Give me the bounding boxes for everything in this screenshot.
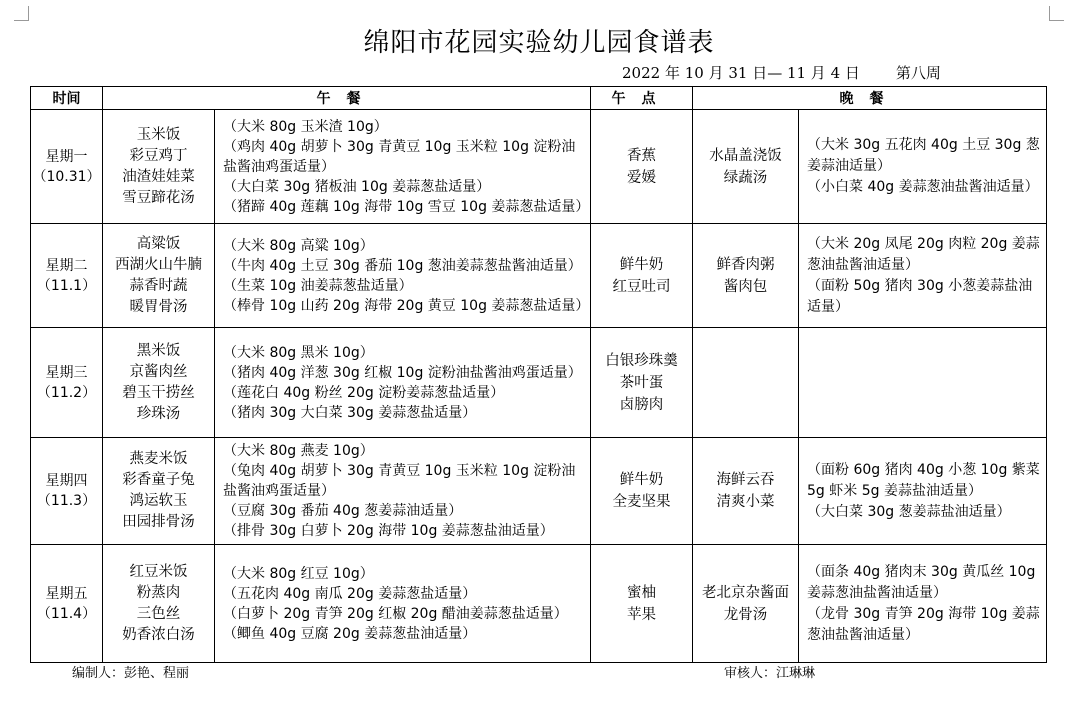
lunch-dishes-cell xyxy=(103,545,215,663)
lunch-ingredient-line: （大米 80g 红豆 10g） xyxy=(223,565,374,582)
lunch-dish: 高粱饭 xyxy=(136,235,181,252)
lunch-ingredient-line: （鸡肉 40g 胡萝卜 30g 青黄豆 10g 玉米粒 10g 淀粉油盐酱油鸡蛋适量） xyxy=(223,138,576,175)
dinner-ingredient-line: （大米 20g 凤尾 20g 肉粒 20g 姜蒜葱油盐酱油适量） xyxy=(807,235,1040,273)
dinner-ingredients-cell xyxy=(799,110,1047,224)
day-row xyxy=(31,438,1047,545)
lunch-ingredients-cell xyxy=(215,545,591,663)
lunch-dish: 彩豆鸡丁 xyxy=(129,147,188,164)
dinner-dish: 酱肉包 xyxy=(723,278,768,295)
lunch-dish: 彩香童子兔 xyxy=(122,472,195,488)
lunch-dishes-cell xyxy=(103,110,215,224)
lunch-ingredient-line: （兔肉 40g 胡萝卜 30g 青黄豆 10g 玉米粒 10g 淀粉油盐酱油鸡蛋适量） xyxy=(223,463,576,499)
dinner-ingredients-cell xyxy=(799,224,1047,328)
lunch-dish: 油渣娃娃菜 xyxy=(122,168,195,185)
lunch-ingredient-line: （大白菜 30g 猪板油 10g 姜蒜葱盐适量） xyxy=(223,178,491,195)
dinner-ingredient-line: （大米 30g 五花肉 40g 土豆 30g 葱姜蒜油适量） xyxy=(807,137,1040,174)
dinner-ingredients-cell xyxy=(799,328,1047,438)
dinner-dish: 海鲜云吞 xyxy=(716,472,775,488)
header-row xyxy=(31,87,1047,110)
lunch-ingredients-cell xyxy=(215,328,591,438)
lunch-dish: 碧玉干捞丝 xyxy=(122,384,195,401)
snack-cell xyxy=(591,110,693,224)
lunch-dish: 三色丝 xyxy=(136,605,181,622)
dinner-ingredient-line: （龙骨 30g 青笋 20g 海带 10g 姜蒜葱油盐酱油适量） xyxy=(807,605,1040,643)
dinner-ingredient-line: （小白菜 40g 姜蒜葱油盐酱油适量） xyxy=(807,179,1039,195)
snack-item: 白银珍珠羹 xyxy=(605,352,678,369)
dinner-dish: 鲜香肉粥 xyxy=(716,256,775,273)
lunch-dishes-cell xyxy=(103,224,215,328)
snack-cell xyxy=(591,328,693,438)
lunch-ingredient-line: （猪肉 30g 大白菜 30g 姜蒜葱盐适量） xyxy=(223,404,477,421)
lunch-ingredient-line: （五花肉 40g 南瓜 20g 姜蒜葱盐适量） xyxy=(223,585,477,602)
dinner-dishes-cell xyxy=(693,438,799,545)
lunch-dish: 奶香浓白汤 xyxy=(122,626,195,643)
lunch-ingredients-cell xyxy=(215,110,591,224)
lunch-dish: 田园排骨汤 xyxy=(122,514,195,530)
day-row xyxy=(31,328,1047,438)
lunch-ingredient-line: （猪蹄 40g 莲藕 10g 海带 10g 雪豆 10g 姜蒜葱盐适量） xyxy=(223,198,590,215)
snack-item: 苹果 xyxy=(627,606,656,623)
snack-cell xyxy=(591,545,693,663)
lunch-dish: 玉米饭 xyxy=(136,126,181,143)
day-row xyxy=(31,545,1047,663)
lunch-ingredient-line: （大米 80g 黑米 10g） xyxy=(223,344,374,361)
dinner-dishes-cell xyxy=(693,328,799,438)
dinner-dish: 老北京杂酱面 xyxy=(702,584,789,601)
snack-item: 红豆吐司 xyxy=(612,278,671,295)
lunch-dish: 蒜香时蔬 xyxy=(129,277,188,294)
editor-label: 编制人：彭艳、程丽 xyxy=(72,666,190,681)
lunch-ingredient-line: （大米 80g 燕麦 10g） xyxy=(223,443,374,459)
dinner-ingredient-line: （面粉 50g 猪肉 30g 小葱姜蒜盐油适量） xyxy=(807,277,1033,315)
lunch-dishes-cell xyxy=(103,438,215,545)
page-corner-mark-left xyxy=(14,6,29,21)
snack-item: 鲜牛奶 xyxy=(619,256,664,273)
lunch-ingredient-line: （莲花白 40g 粉丝 20g 淀粉姜蒜葱盐适量） xyxy=(223,384,505,401)
date-label: （11.3） xyxy=(36,493,97,509)
lunch-ingredient-line: （大米 80g 高粱 10g） xyxy=(223,237,374,254)
lunch-ingredient-line: （猪肉 40g 洋葱 30g 红椒 10g 淀粉油盐酱油鸡蛋适量） xyxy=(223,364,582,381)
dinner-ingredients-cell xyxy=(799,545,1047,663)
lunch-dish: 珍珠汤 xyxy=(136,405,181,422)
lunch-ingredient-line: （牛肉 40g 土豆 30g 番茄 10g 葱油姜蒜葱盐酱油适量） xyxy=(223,257,582,274)
dinner-dish: 龙骨汤 xyxy=(723,606,768,623)
lunch-dish: 粉蒸肉 xyxy=(136,584,181,601)
dinner-dish: 清爽小菜 xyxy=(716,494,775,510)
reviewer-label: 审核人：江琳琳 xyxy=(724,666,816,681)
lunch-ingredients-cell xyxy=(215,438,591,545)
snack-cell xyxy=(591,224,693,328)
dinner-dishes-cell xyxy=(693,545,799,663)
weekday-label: 星期二 xyxy=(45,257,88,274)
dinner-dish: 水晶盖浇饭 xyxy=(709,147,782,164)
menu-body xyxy=(31,110,1047,663)
day-cell xyxy=(31,224,103,328)
lunch-dish: 暖胃骨汤 xyxy=(129,298,188,315)
snack-item: 茶叶蛋 xyxy=(619,374,664,391)
day-cell xyxy=(31,545,103,663)
snack-item: 卤膀肉 xyxy=(619,396,664,413)
lunch-ingredient-line: （白萝卜 20g 青笋 20g 红椒 20g 醋油姜蒜葱盐适量） xyxy=(223,605,568,622)
snack-item: 鲜牛奶 xyxy=(619,472,664,488)
lunch-dish: 燕麦米饭 xyxy=(129,451,188,467)
lunch-dish: 鸿运软玉 xyxy=(129,493,188,509)
header-time: 时间 xyxy=(31,87,103,110)
lunch-ingredient-line: （排骨 30g 白萝卜 20g 海带 10g 姜蒜葱盐油适量） xyxy=(223,523,554,539)
lunch-ingredients-cell xyxy=(215,224,591,328)
weekday-label: 星期五 xyxy=(45,585,88,602)
snack-item: 爱媛 xyxy=(627,169,656,186)
day-cell xyxy=(31,110,103,224)
weekday-label: 星期一 xyxy=(45,148,88,165)
header-snack: 午点 xyxy=(591,87,693,110)
header-lunch: 午餐 xyxy=(103,87,591,110)
lunch-ingredient-line: （鲫鱼 40g 豆腐 20g 姜蒜葱盐油适量） xyxy=(223,625,477,642)
day-row xyxy=(31,110,1047,224)
date-label: （11.1） xyxy=(36,277,97,294)
lunch-ingredient-line: （大米 80g 玉米渣 10g） xyxy=(223,118,388,135)
dinner-ingredient-line: （面粉 60g 猪肉 40g 小葱 10g 紫菜 5g 虾米 5g 姜蒜盐油适量） xyxy=(807,461,1040,499)
page-corner-mark-right xyxy=(1049,6,1064,21)
lunch-ingredient-line: （棒骨 10g 山药 20g 海带 20g 黄豆 10g 姜蒜葱盐适量） xyxy=(223,297,590,314)
day-cell xyxy=(31,328,103,438)
page-title: 绵阳市花园实验幼儿园食谱表 xyxy=(363,28,715,58)
dinner-ingredient-line: （面条 40g 猪肉末 30g 黄瓜丝 10g 姜蒜葱油盐酱油适量） xyxy=(807,563,1036,601)
lunch-dish: 黑米饭 xyxy=(136,342,181,359)
dinner-dishes-cell xyxy=(693,110,799,224)
lunch-dish: 西湖火山牛腩 xyxy=(115,256,202,273)
header-dinner: 晚餐 xyxy=(693,87,1047,110)
menu-table xyxy=(30,86,1047,663)
lunch-dish: 雪豆蹄花汤 xyxy=(122,189,195,206)
snack-item: 香蕉 xyxy=(627,147,656,164)
dinner-dish: 绿蔬汤 xyxy=(723,169,768,186)
lunch-ingredient-line: （生菜 10g 油姜蒜葱盐适量） xyxy=(223,277,413,294)
lunch-dishes-cell xyxy=(103,328,215,438)
weekday-label: 星期四 xyxy=(45,473,88,489)
dinner-ingredient-line: （大白菜 30g 葱姜蒜盐油适量） xyxy=(807,503,1011,520)
lunch-dish: 京酱肉丝 xyxy=(129,363,188,380)
lunch-ingredient-line: （豆腐 30g 番茄 40g 葱姜蒜油适量） xyxy=(223,503,463,519)
day-row xyxy=(31,224,1047,328)
dinner-ingredients-cell xyxy=(799,438,1047,545)
dinner-dishes-cell xyxy=(693,224,799,328)
snack-item: 蜜柚 xyxy=(627,584,656,601)
date-label: （11.4） xyxy=(36,605,97,622)
snack-cell xyxy=(591,438,693,545)
weekday-label: 星期三 xyxy=(45,364,88,381)
snack-item: 全麦坚果 xyxy=(612,494,671,510)
date-label: （10.31） xyxy=(32,168,101,185)
week-label: 第八周 xyxy=(895,64,941,82)
day-cell xyxy=(31,438,103,545)
lunch-dish: 红豆米饭 xyxy=(129,563,188,580)
date-range: 2022 年 10 月 31 日— 11 月 4 日 xyxy=(622,64,860,82)
date-line xyxy=(622,62,941,83)
date-label: （11.2） xyxy=(36,384,97,401)
